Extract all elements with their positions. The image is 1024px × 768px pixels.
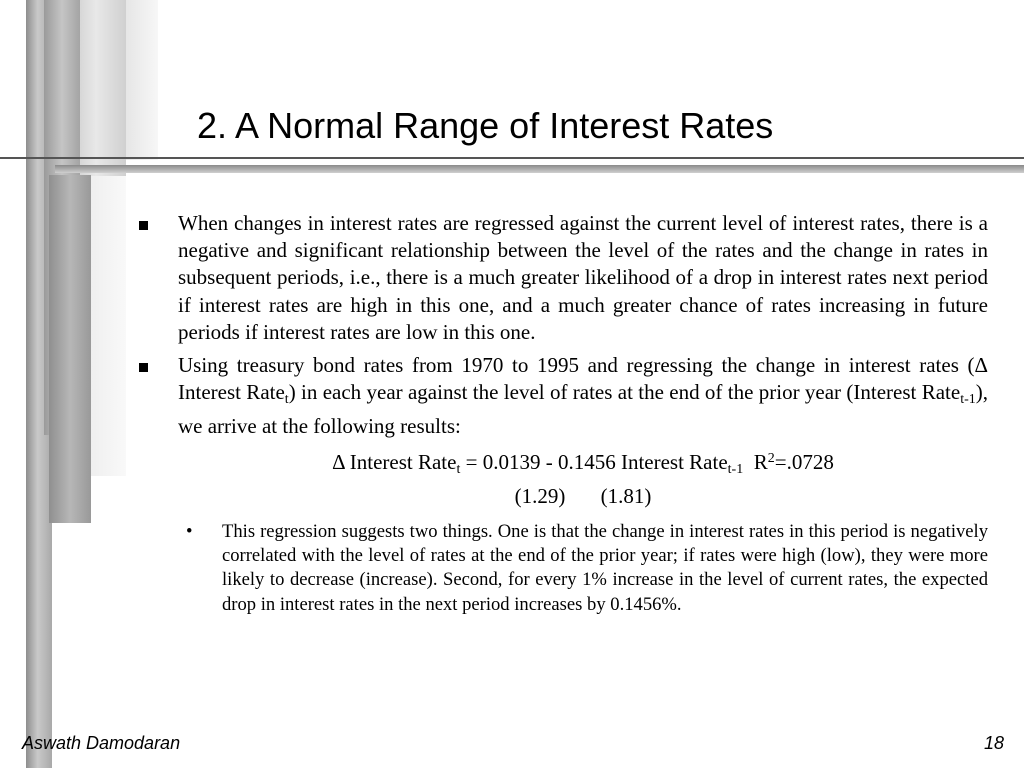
equation-r: R [743,449,768,474]
equation-lhs-sub: t [456,461,461,477]
decor-bar [49,175,91,523]
equation-r-sup: 2 [767,450,775,466]
equation-lhs: Δ Interest Rate [332,449,457,474]
bullet-2 [138,352,988,441]
bullet-2-text-1: Using treasury bond rates from 1970 to 1995 and regressing the change in interest rates (Δ Interest Rate [178,353,988,405]
footer-author: Aswath Damodaran [22,733,181,753]
equation-rhs: = 0.0139 - 0.1456 Interest Rate [460,449,728,474]
equation-rhs-sub: t-1 [727,461,744,477]
slide-title: 2. A Normal Range of Interest Rates [197,105,774,146]
square-bullet-icon [139,221,148,230]
bullet-2-text-2: ) in each year against the level of rates at the end of the prior year (Interest Rate [288,380,961,405]
sub-bullet [138,520,988,617]
title-rule [0,157,1024,159]
dot-bullet-icon: • [186,521,193,543]
square-bullet-icon [139,363,148,372]
decor-bar [126,0,158,160]
sub-bullet-text: This regression suggests two things. One is that the change in interest rates in this period is negatively correlated with the level of rates at the end of the prior year; if rates were high (low), they were more likely to decrease (increase). Second, for every 1% increase in the level of current rates, the expected drop in interest rates in the next period increases by 0.1456%. [222,521,988,615]
bullet-1 [138,210,988,346]
t-statistics: (1.29) (1.81) [514,483,652,508]
subscript-t-1: t-1 [960,392,976,408]
bullet-1-text: When changes in interest rates are regressed against the current level of interest rates, there is a negative and significant relationship between the level of the rates and the change in rates in subsequent periods, i.e., there is a much greater likelihood of a drop in interest rates next period if interest rates are high in this one, and a much greater chance of rates increasing in future periods if interest rates are low in this one. [178,211,988,344]
slide-body [138,210,988,617]
regression-equation [178,445,988,483]
subscript-t: t [284,392,289,408]
title-rule-shadow [55,165,1024,173]
bullet-2-text-3: ), we arrive at the following results: [178,380,988,439]
equation-r-value: =.0728 [774,449,834,474]
page-number: 18 [983,733,1004,753]
